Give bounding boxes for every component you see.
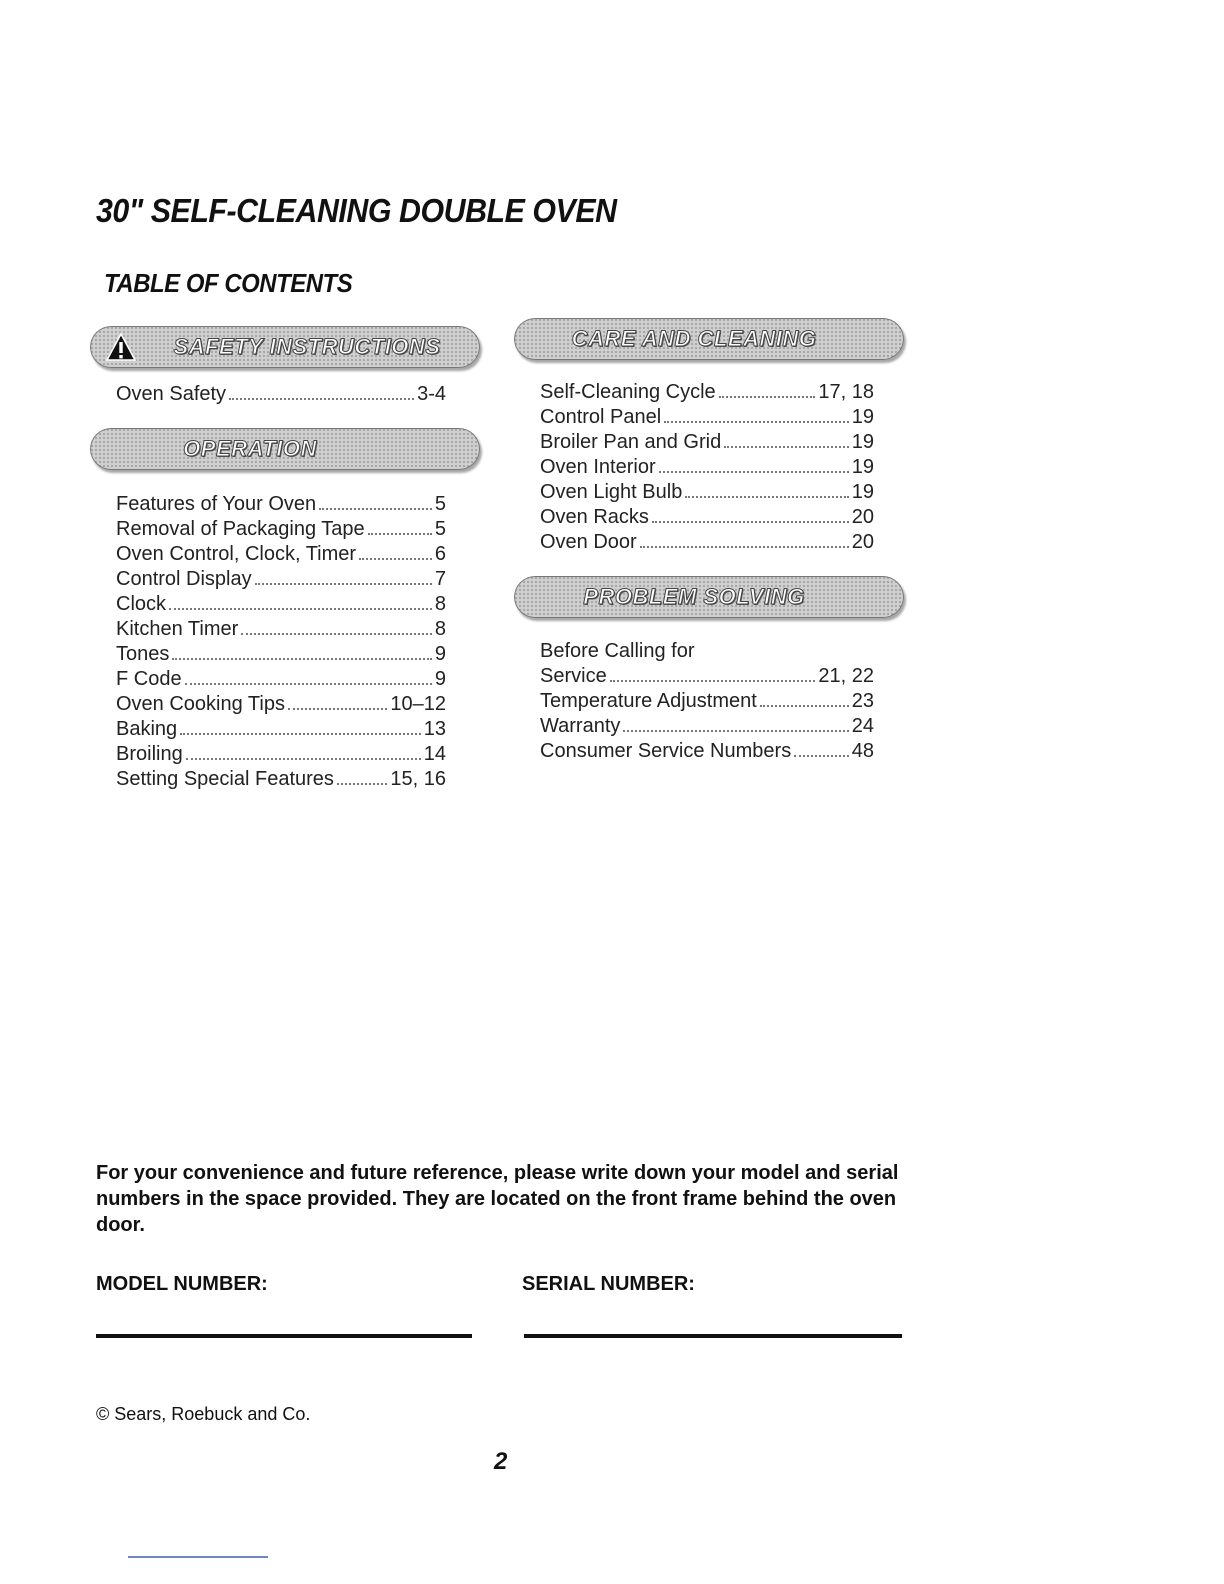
dot-leader	[719, 396, 816, 398]
toc-list-safety	[116, 382, 446, 407]
toc-entry-page: 20	[851, 506, 874, 528]
dot-leader	[724, 446, 849, 448]
toc-entry-page: 9	[434, 643, 446, 665]
toc-entry-page: 13	[423, 718, 446, 740]
toc-entry[interactable]	[540, 505, 874, 530]
dot-leader	[685, 496, 848, 498]
toc-entry-label: Setting Special Features	[116, 768, 334, 790]
toc-entry-page: 3-4	[417, 383, 446, 405]
section-header-label: OPERATION	[183, 436, 317, 461]
toc-entry[interactable]	[540, 455, 874, 480]
toc-entry-page: 10–12	[390, 693, 446, 715]
dot-leader	[760, 705, 849, 707]
toc-entry-label: Oven Light Bulb	[540, 481, 683, 503]
toc-entry-page: 17, 18	[818, 381, 874, 403]
toc-entry-page: 15, 16	[390, 768, 446, 790]
toc-entry-label: Features of Your Oven	[116, 493, 317, 515]
dot-leader	[241, 633, 432, 635]
toc-entry-page: 8	[434, 593, 446, 615]
toc-list-problem	[540, 639, 874, 764]
toc-entry[interactable]	[540, 405, 874, 430]
toc-entry-label: Control Display	[116, 568, 252, 590]
toc-entry[interactable]	[540, 664, 874, 689]
toc-entry[interactable]	[116, 382, 446, 407]
toc-entry-label: Oven Control, Clock, Timer	[116, 543, 357, 565]
toc-entry-page: 14	[423, 743, 446, 765]
dot-leader	[640, 546, 849, 548]
section-header-care	[514, 318, 904, 360]
toc-entry[interactable]	[116, 692, 446, 717]
toc-entry-label: Oven Safety	[116, 383, 227, 405]
dot-leader	[359, 558, 432, 560]
toc-entry-page: 8	[434, 618, 446, 640]
toc-entry-intro	[540, 639, 874, 664]
dot-leader	[623, 730, 848, 732]
dot-leader	[337, 783, 387, 785]
toc-entry-page: 19	[851, 431, 874, 453]
toc-entry[interactable]	[116, 592, 446, 617]
toc-entry-page: 7	[434, 568, 446, 590]
section-header-label: PROBLEM SOLVING	[583, 584, 805, 609]
toc-entry-page: 23	[851, 690, 874, 712]
dot-leader	[229, 398, 414, 400]
toc-entry-page: 48	[851, 740, 874, 762]
toc-entry-label: Temperature Adjustment	[540, 690, 757, 712]
dot-leader	[185, 683, 432, 685]
toc-entry[interactable]	[116, 667, 446, 692]
toc-entry-label: Consumer Service Numbers	[540, 740, 792, 762]
toc-list-operation	[116, 492, 446, 792]
toc-entry[interactable]	[540, 739, 874, 764]
toc-entry-page: 21, 22	[818, 665, 874, 687]
toc-entry-label: Warranty	[540, 715, 621, 737]
section-header-label: SAFETY INSTRUCTIONS	[173, 334, 441, 359]
toc-entry[interactable]	[116, 542, 446, 567]
toc-entry-page: 6	[434, 543, 446, 565]
toc-entry-label: Clock	[116, 593, 167, 615]
dot-leader	[169, 608, 432, 610]
toc-entry-label: Baking	[116, 718, 178, 740]
toc-entry[interactable]	[540, 480, 874, 505]
section-header-operation	[90, 428, 480, 470]
record-numbers-note: For your convenience and future reference, please write down your model and serial numbers in the space provided. They are located on the front frame behind the oven door.	[96, 1162, 899, 1236]
model-number-blank-line	[96, 1334, 472, 1338]
toc-entry[interactable]	[540, 689, 874, 714]
dot-leader	[186, 758, 421, 760]
toc-entry[interactable]	[116, 492, 446, 517]
dot-leader	[368, 533, 432, 535]
toc-entry[interactable]	[540, 380, 874, 405]
dot-leader	[610, 680, 816, 682]
toc-entry-label: Self-Cleaning Cycle	[540, 381, 716, 403]
toc-entry-label: Broiler Pan and Grid	[540, 431, 722, 453]
warning-triangle-icon	[106, 332, 136, 362]
toc-entry-label: Service	[540, 665, 607, 687]
toc-entry-page: 9	[434, 668, 446, 690]
toc-entry-label: Broiling	[116, 743, 183, 765]
toc-entry-label: Oven Cooking Tips	[116, 693, 285, 715]
document-title: 30" SELF-CLEANING DOUBLE OVEN	[96, 192, 617, 229]
dot-leader	[794, 755, 849, 757]
toc-entry[interactable]	[540, 430, 874, 455]
dot-leader	[664, 421, 849, 423]
dot-leader	[180, 733, 421, 735]
toc-entry-label: Kitchen Timer	[116, 618, 239, 640]
toc-entry-page: 5	[434, 493, 446, 515]
toc-entry[interactable]	[116, 717, 446, 742]
toc-entry-label: Control Panel	[540, 406, 662, 428]
toc-entry-page: 19	[851, 481, 874, 503]
copyright-notice: © Sears, Roebuck and Co.	[96, 1404, 311, 1424]
serial-number-blank-line	[524, 1334, 902, 1338]
toc-entry-label: Removal of Packaging Tape	[116, 518, 365, 540]
toc-entry-page: 19	[851, 456, 874, 478]
model-number-label: MODEL NUMBER:	[96, 1273, 268, 1295]
dot-leader	[255, 583, 432, 585]
serial-number-label: SERIAL NUMBER:	[522, 1273, 695, 1295]
toc-entry[interactable]	[116, 767, 446, 792]
toc-entry[interactable]	[116, 567, 446, 592]
section-header-problem	[514, 576, 904, 618]
toc-entry[interactable]	[116, 742, 446, 767]
bottom-edge-line	[128, 1556, 268, 1558]
toc-entry[interactable]	[116, 642, 446, 667]
toc-entry[interactable]	[540, 530, 874, 555]
toc-entry[interactable]	[116, 617, 446, 642]
section-header-label: CARE AND CLEANING	[571, 326, 817, 351]
toc-entry[interactable]	[116, 517, 446, 542]
toc-list-care	[540, 380, 874, 555]
toc-entry[interactable]	[540, 714, 874, 739]
toc-entry-page: 5	[434, 518, 446, 540]
toc-entry-label: Oven Racks	[540, 506, 649, 528]
dot-leader	[659, 471, 849, 473]
dot-leader	[172, 658, 432, 660]
toc-entry-page: 19	[851, 406, 874, 428]
dot-leader	[288, 708, 387, 710]
toc-entry-page: 20	[851, 531, 874, 553]
dot-leader	[319, 508, 432, 510]
toc-entry-label: F Code	[116, 668, 182, 690]
toc-heading: TABLE OF CONTENTS	[104, 268, 353, 298]
toc-entry-label: Oven Interior	[540, 456, 656, 478]
section-header-safety	[90, 326, 480, 368]
dot-leader	[652, 521, 849, 523]
toc-entry-label: Tones	[116, 643, 170, 665]
toc-entry-page: 24	[851, 715, 874, 737]
toc-entry-label: Oven Door	[540, 531, 637, 553]
page-number: 2	[494, 1448, 508, 1475]
toc-entry-label: Before Calling for	[540, 640, 695, 662]
